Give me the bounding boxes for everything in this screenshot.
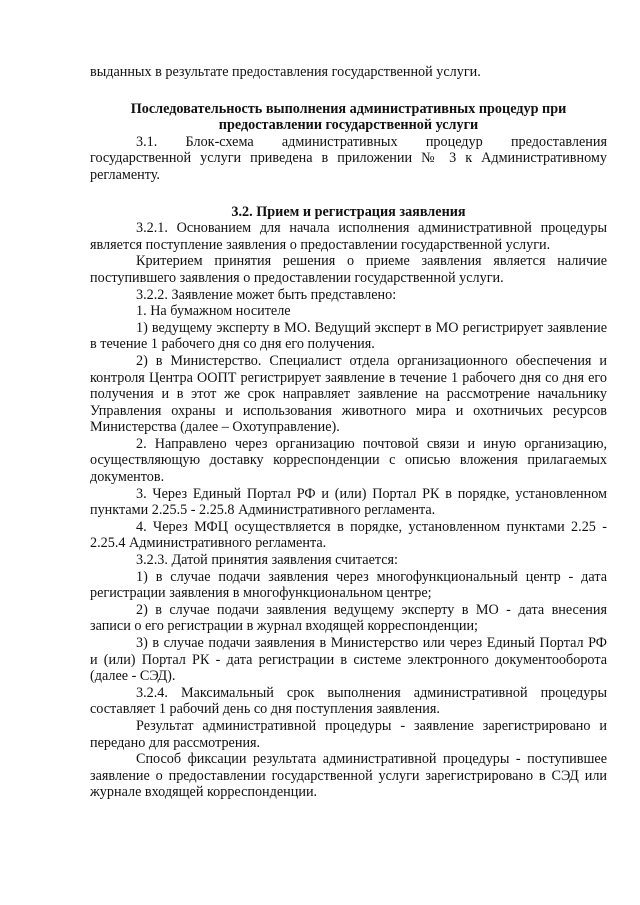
paragraph-post: 2. Направлено через организацию почтовой связи и иную организацию, осуществляющую доставку корреспонденции с описью вложения прилагаемых документов. bbox=[90, 435, 607, 486]
paragraph-date-3: 3) в случае подачи заявления в Министерство или через Единый Портал РФ и (или) Портал РК - дата регистрации в системе электронного документооборота (далее - СЭД). bbox=[90, 635, 607, 685]
paragraph-date-2: 2) в случае подачи заявления ведущему эксперту в МО - дата внесения записи о его регистрации в журнал входящей корреспонденции; bbox=[90, 601, 607, 635]
paragraph-paper-item-2: 2) в Министерство. Специалист отдела организационного обеспечения и контроля Центра ООПТ регистрирует заявление в течение 1 рабочего дня со дня его получения и в этот же срок направляет заявление на рассмотрение начальнику Управления охраны и использования животного мира и охотничьих ресурсов Министерства (далее – Охотуправление). bbox=[90, 352, 607, 436]
paragraph-paper-item-1: 1) ведущему эксперту в МО. Ведущий эксперт в МО регистрирует заявление в течение 1 рабочего дня со дня его получения. bbox=[90, 319, 607, 353]
paragraph-fixation: Способ фиксации результата административной процедуры - поступившее заявление о предоставлении государственной услуги зарегистрировано в СЭД или журнале входящей корреспонденции. bbox=[90, 751, 607, 801]
paragraph-3-2-3: 3.2.3. Датой принятия заявления считается: bbox=[136, 552, 399, 569]
paragraph-3-2-4: 3.2.4. Максимальный срок выполнения административной процедуры составляет 1 рабочий день со дня поступления заявления. bbox=[90, 684, 607, 718]
paragraph-portal: 3. Через Единый Портал РФ и (или) Портал РК в порядке, установленном пунктами 2.25.5 - 2.25.8 Административного регламента. bbox=[90, 485, 607, 519]
paragraph-continuation: выданных в результате предоставления государственной услуги. bbox=[90, 64, 481, 80]
document-body bbox=[90, 64, 607, 801]
paragraph-date-1: 1) в случае подачи заявления через многофункциональный центр - дата регистрации заявления в многофункциональном центре; bbox=[90, 568, 607, 602]
paragraph-3-2-1: 3.2.1. Основанием для начала исполнения административной процедуры является поступление заявления о предоставлении государственной услуги. bbox=[90, 220, 607, 253]
paragraph-paper: 1. На бумажном носителе bbox=[136, 303, 291, 320]
paragraph-3-1: 3.1. Блок-схема административных процедур предоставления государственной услуги приведена в приложении № 3 к Административному регламенту. bbox=[90, 133, 607, 183]
section-heading: Последовательность выполнения административных процедур при предоставлении государственной услуги bbox=[130, 100, 567, 134]
paragraph-mfc: 4. Через МФЦ осуществляется в порядке, установленном пунктами 2.25 - 2.25.4 Административного регламента. bbox=[90, 518, 607, 552]
section-title-3-2: 3.2. Прием и регистрация заявления bbox=[231, 203, 466, 220]
paragraph-result: Результат административной процедуры - заявление зарегистрировано и передано для рассмотрения. bbox=[90, 717, 607, 751]
paragraph-3-2-2: 3.2.2. Заявление может быть представлено: bbox=[136, 286, 397, 303]
paragraph-criteria: Критерием принятия решения о приеме заявления является наличие поступившего заявления о предоставлении государственной услуги. bbox=[90, 253, 607, 286]
